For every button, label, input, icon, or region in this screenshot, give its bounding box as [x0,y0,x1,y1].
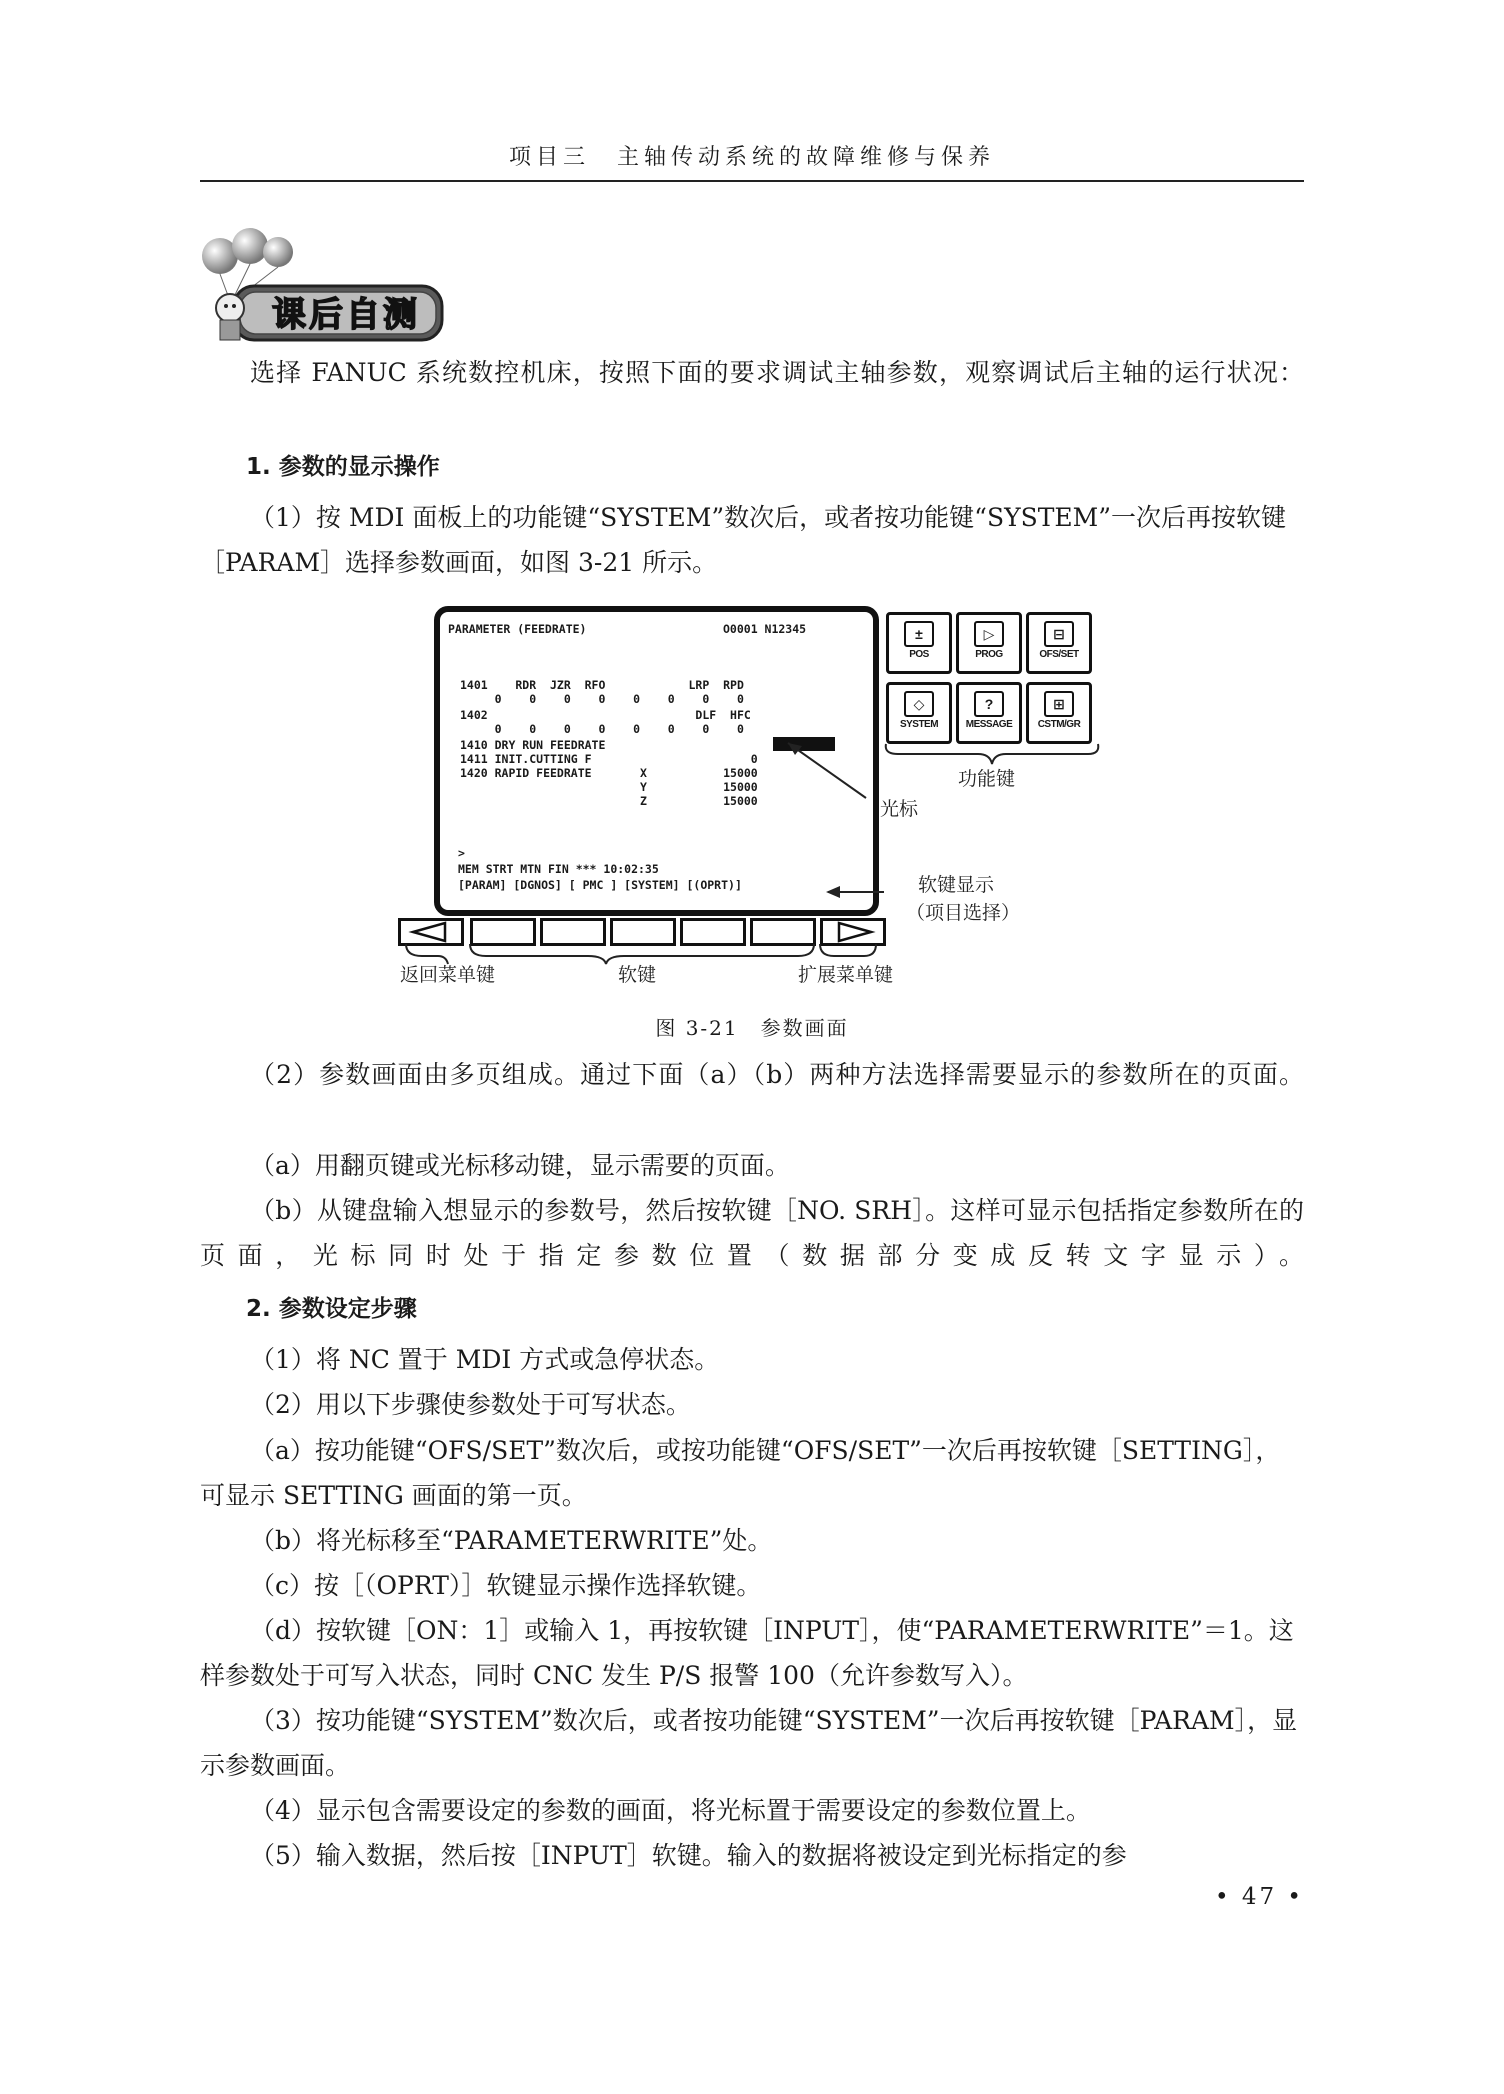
system-key[interactable]: ◇ SYSTEM [886,682,952,744]
badge-text: 课后自测 [272,295,420,335]
paragraph-p2: （2）参数画面由多页组成。通过下面（a）（b）两种方法选择需要显示的参数所在的页面。 [250,1060,1304,1089]
balloon-icon [232,228,268,264]
label-item-select: （项目选择） [906,902,1021,924]
paragraph-p8: （b）将光标移至“PARAMETERWRITE”处。 [250,1526,773,1555]
pos-key[interactable]: ± POS [886,612,952,674]
screen-row-1401: 1401 RDR JZR RFO LRP RPD [460,678,744,692]
system-icon: ◇ [904,691,934,717]
section-heading-2: 2. 参数设定步骤 [246,1296,417,1322]
paragraph-p11: （3）按功能键“SYSTEM”数次后，或者按功能键“SYSTEM”一次后再按软键［PARAM］，显示参数画面。 [200,1706,1298,1780]
label-softkey-display: 软键显示 [918,874,995,896]
screen-row-1401-values: 0 0 0 0 0 0 0 0 [460,692,744,706]
screen-softkey-row: [PARAM] [DGNOS] [ PMC ] [SYSTEM] [(OPRT)] [458,878,742,892]
screen-row-z: Z 15000 [460,794,758,808]
label-softkey: 软键 [618,964,657,986]
graph-icon: ⊞ [1044,691,1074,717]
screen-row-1402-values: 0 0 0 0 0 0 0 0 [460,722,744,736]
screen-title-right: O0001 N12345 [723,622,807,636]
prog-key[interactable]: ▷ PROG [956,612,1022,674]
figure-caption: 图 3-21 参数画面 [655,1016,849,1040]
intro-paragraph: 选择 FANUC 系统数控机床，按照下面的要求调试主轴参数，观察调试后主轴的运行状况： [250,358,1304,387]
paragraph-p7: （a）按功能键“OFS/SET”数次后，或按功能键“OFS/SET”一次后再按软键［SETTING］，可显示 SETTING 画面的第一页。 [200,1436,1281,1510]
self-test-badge [196,226,464,344]
screen-title-left: PARAMETER (FEEDRATE) [448,622,587,636]
screen-row-1410: 1410 DRY RUN FEEDRATE [460,738,606,752]
screen-status: MEM STRT MTN FIN *** 10:02:35 [458,862,659,876]
offset-icon: ⊟ [1044,621,1074,647]
screen-row-1420: 1420 RAPID FEEDRATE X 15000 [460,766,758,780]
paragraph-p4: （b）从键盘输入想显示的参数号，然后按软键［NO. SRH］。这样可显示包括指定参数所在的页面，光标同时处于指定参数位置（数据部分变成反转文字显示）。 [200,1196,1304,1270]
section-heading-1: 1. 参数的显示操作 [246,454,440,480]
label-function-keys: 功能键 [958,768,1016,790]
header-rule [200,180,1304,182]
balloon-icon [263,237,293,267]
label-extend-menu-key: 扩展菜单键 [798,964,894,986]
paragraph-p9: （c）按［（OPRT）］软键显示操作选择软键。 [250,1571,762,1600]
ofs-set-key[interactable]: ⊟ OFS/SET [1026,612,1092,674]
child-icon [216,294,244,322]
figure-parameter-screen [398,600,1106,990]
paragraph-p1: （1）按 MDI 面板上的功能键“SYSTEM”数次后，或者按功能键“SYSTEM”一次后再按软键［PARAM］选择参数画面，如图 3-21 所示。 [200,503,1287,577]
paragraph-p10: （d）按软键［ON：1］或输入 1，再按软键［INPUT］，使“PARAMETERWRITE”＝1。这样参数处于可写入状态，同时 CNC 发生 P/S 报警 100（允许参数写入）。 [200,1616,1294,1690]
question-icon: ? [974,691,1004,717]
label-return-menu-key: 返回菜单键 [400,964,496,986]
screen-row-1411: 1411 INIT.CUTTING F 0 [460,752,758,766]
paragraph-p12: （4）显示包含需要设定的参数的画面，将光标置于需要设定的参数位置上。 [250,1796,1091,1825]
program-icon: ▷ [974,621,1004,647]
paragraph-p5: （1）将 NC 置于 MDI 方式或急停状态。 [250,1345,720,1374]
paragraph-p3: （a）用翻页键或光标移动键，显示需要的页面。 [250,1151,790,1180]
cstm-gr-key[interactable]: ⊞ CSTM/GR [1026,682,1092,744]
figure-annotations [398,600,1106,990]
screen-row-1402: 1402 DLF HFC [460,708,751,722]
running-header: 项目三 主轴传动系统的故障维修与保养 [508,145,995,170]
paragraph-p6: （2）用以下步骤使参数处于可写状态。 [250,1390,691,1419]
message-key[interactable]: ? MESSAGE [956,682,1022,744]
paragraph-p13: （5）输入数据，然后按［INPUT］软键。输入的数据将被设定到光标指定的参 [250,1841,1127,1870]
page-number: • 47 • [1214,1884,1304,1910]
plus-box-icon: ± [904,621,934,647]
screen-row-y: Y 15000 [460,780,758,794]
label-cursor: 光标 [880,798,919,820]
screen-prompt: > [458,846,465,860]
